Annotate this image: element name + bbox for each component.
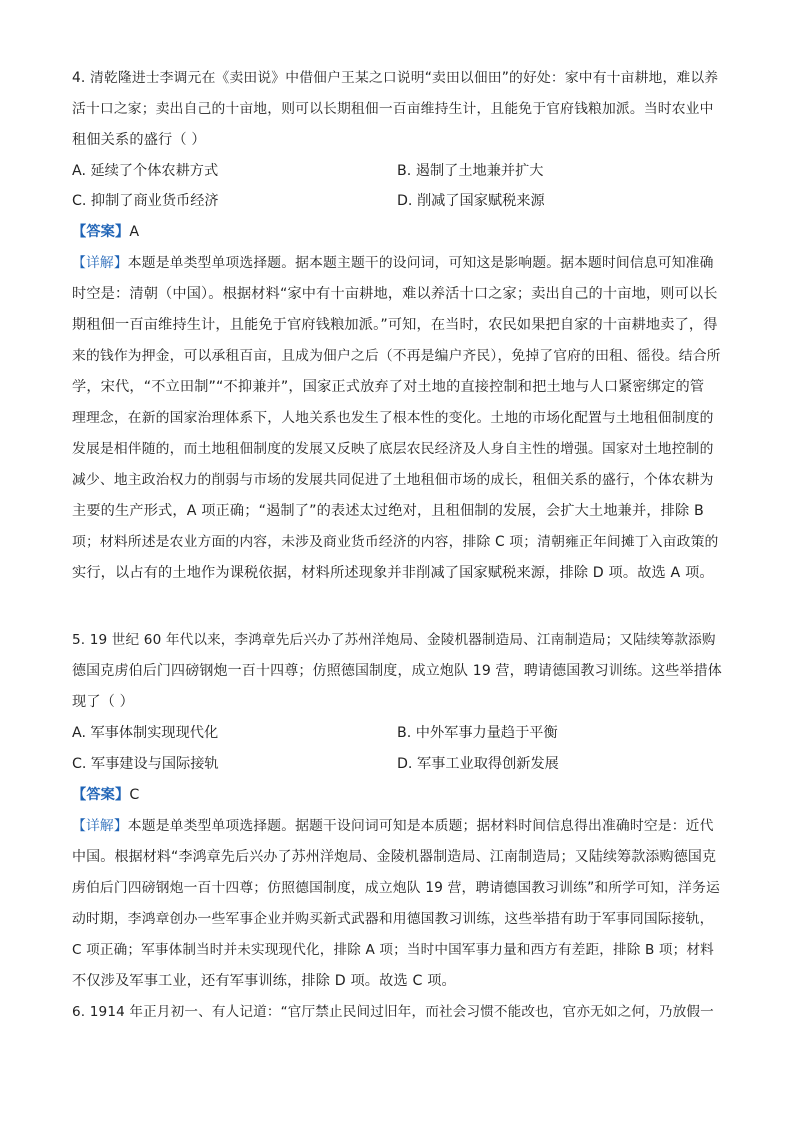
q4-stem-line-3: 租佃关系的盛行（ ） <box>72 132 206 148</box>
q4-detail-label: 【详解】 <box>72 255 128 271</box>
q4-detail-line-7: 发展是相伴随的，而土地租佃制度的发展又反映了底层农民经济及人身自主性的增强。国家对土地控制的 <box>72 441 714 457</box>
q4-option-a: A. 延续了个体农耕方式 <box>72 163 219 179</box>
q5-option-a: A. 军事体制实现现代化 <box>72 725 219 741</box>
q5-option-c: C. 军事建设与国际接轨 <box>72 756 219 772</box>
q4-option-b: B. 遏制了土地兼并扩大 <box>397 163 544 179</box>
q4-detail-line-2: 时空是：清朝（中国）。根据材料“家中有十亩耕地，难以养活十口之家；卖出自己的十亩地，则可以长 <box>72 286 718 302</box>
q5-detail-line-1 <box>72 816 722 836</box>
q4-detail-line-9: 主要的生产形式，A 项正确；“遏制了”的表述太过绝对，且租佃制的发展，会扩大土地兼并，排除 B <box>72 503 704 519</box>
q4-detail-line-6: 理理念，在新的国家治理体系下，人地关系也发生了根本性的变化。土地的市场化配置与土地租佃制度的 <box>72 410 714 426</box>
q4-detail-text-1: 本题是单类型单项选择题。据本题主题干的设问词，可知这是影响题。据本题时间信息可知准确 <box>127 255 714 271</box>
q4-option-d: D. 削减了国家赋税来源 <box>397 193 545 209</box>
q5-stem-line-2: 德国克虏伯后门四磅钢炮一百十四尊；仿照德国制度，成立炮队 19 营，聘请德国教习训练。这些举措体 <box>72 663 722 679</box>
q5-detail-line-2: 中国。根据材料“李鸿章先后兴办了苏州洋炮局、金陵机器制造局、江南制造局；又陆续筹款添购德国克 <box>72 849 717 865</box>
q5-stem-line-1: 5. 19 世纪 60 年代以来，李鸿章先后兴办了苏州洋炮局、金陵机器制造局、江南制造局；又陆续筹款添购 <box>72 632 716 648</box>
q5-detail-label: 【详解】 <box>72 818 128 834</box>
q4-detail-line-3: 期租佃一百亩维持生计，且能免于官府钱粮加派。”可知，在当时，农民如果把自家的十亩耕地卖了，得 <box>72 317 718 333</box>
q5-answer <box>72 785 722 805</box>
q5-detail-line-5: C 项正确；军事体制当时并未实现现代化，排除 A 项；当时中国军事力量和西方有差距，排除 B 项；材料 <box>72 942 714 958</box>
q4-detail-line-11: 实行，以占有的土地作为课税依据，材料所述现象并非削减了国家赋税来源，排除 D 项。故选 A 项。 <box>72 565 714 581</box>
q4-answer-label: 【答案】 <box>72 224 130 240</box>
q5-option-b: B. 中外军事力量趋于平衡 <box>397 725 558 741</box>
q5-stem-line-3: 现了（ ） <box>72 694 135 710</box>
q4-stem-line-2: 活十口之家；卖出自己的十亩地，则可以长期租佃一百亩维持生计，且能免于官府钱粮加派。当时农业中 <box>72 101 714 117</box>
q5-detail-text-1: 本题是单类型单项选择题。据题干设问词可知是本质题；据材料时间信息得出准确时空是：近代 <box>127 818 714 834</box>
q4-option-c: C. 抑制了商业货币经济 <box>72 193 219 209</box>
q5-option-d: D. 军事工业取得创新发展 <box>397 756 559 772</box>
q5-answer-value: C <box>129 787 140 803</box>
q4-detail-line-5: 学，宋代，“不立田制”“不抑兼并”，国家正式放弃了对土地的直接控制和把土地与人口紧密绑定的管 <box>72 379 705 395</box>
q4-detail-line-10: 项；材料所述是农业方面的内容，未涉及商业货币经济的内容，排除 C 项；清朝雍正年间摊丁入亩政策的 <box>72 534 719 550</box>
q4-answer <box>72 222 722 242</box>
q5-answer-label: 【答案】 <box>72 787 130 803</box>
q6-stem-line-1: 6. 1914 年正月初一、有人记道：“官厅禁止民间过旧年，而社会习惯不能改也，官亦无如之何，乃放假一 <box>72 1004 714 1020</box>
q4-stem-line-1: 4. 清乾隆进士李调元在《卖田说》中借佃户王某之口说明“卖田以佃田”的好处：家中有十亩耕地，难以养 <box>72 70 719 86</box>
q5-detail-line-3: 虏伯后门四磅钢炮一百十四尊；仿照德国制度，成立炮队 19 营，聘请德国教习训练”和所学可知，洋务运 <box>72 880 720 896</box>
q4-detail-line-4: 来的钱作为押金，可以承租百亩，且成为佃户之后（不再是编户齐民），免掉了官府的田租、徭役。结合所 <box>72 348 721 364</box>
q4-detail-line-1 <box>72 253 722 273</box>
q5-detail-line-4: 动时期，李鸿章创办一些军事企业并购买新式武器和用德国教习训练，这些举措有助于军事同国际接轨， <box>72 911 714 927</box>
q4-answer-value: A <box>129 224 140 240</box>
q4-detail-line-8: 减少、地主政治权力的削弱与市场的发展共同促进了土地租佃市场的成长，租佃关系的盛行，个体农耕为 <box>72 472 714 488</box>
q5-detail-line-6: 不仅涉及军事工业，还有军事训练，排除 D 项。故选 C 项。 <box>72 973 456 989</box>
